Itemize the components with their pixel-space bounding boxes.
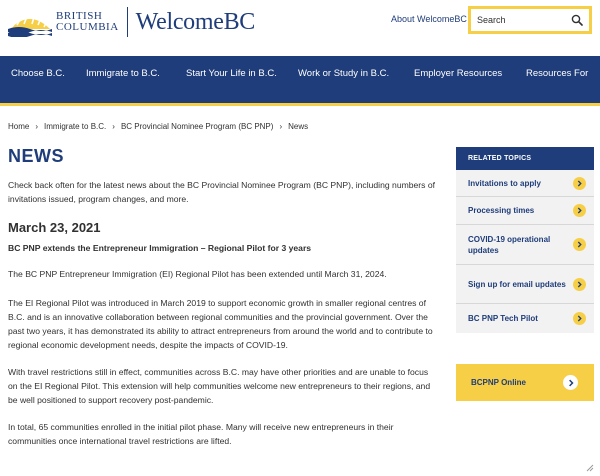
sidebar-item-email-updates[interactable]: [456, 265, 594, 304]
bcpnp-online-label: BCPNP Online: [471, 378, 526, 387]
chevron-right-icon: [573, 204, 586, 217]
search-box[interactable]: [468, 6, 592, 34]
sidebar-item-label: BC PNP Tech Pilot: [468, 314, 538, 323]
nav-start-your-life[interactable]: Start Your Life in B.C.: [186, 68, 277, 79]
logo-line-2: COLUMBIA: [56, 21, 119, 33]
chevron-right-icon: [573, 177, 586, 190]
british-columbia-wordmark: [56, 11, 119, 33]
breadcrumb: [8, 122, 308, 131]
chevron-right-icon: ›: [35, 122, 39, 131]
related-topics-sidebar: [456, 147, 594, 401]
sidebar-item-invitations[interactable]: [456, 170, 594, 197]
nav-work-or-study[interactable]: Work or Study in B.C.: [298, 68, 390, 79]
chevron-right-icon: [563, 375, 578, 390]
chevron-right-icon: [573, 312, 586, 325]
nav-choose-bc[interactable]: Choose B.C.: [11, 68, 65, 79]
news-subheading: BC PNP extends the Entrepreneur Immigration – Regional Pilot for 3 years: [8, 243, 312, 253]
search-icon[interactable]: [571, 14, 583, 26]
news-paragraph: In total, 65 communities enrolled in the initial pilot phase. Many will receive new entrepreneurs in their communities once international travel restrictions are lifted.: [8, 422, 394, 446]
bcpnp-online-button[interactable]: [456, 364, 594, 401]
welcomebc-wordmark: WelcomeBC: [135, 8, 256, 35]
site-logo[interactable]: [8, 4, 255, 40]
sidebar-item-label: Sign up for email updates: [468, 279, 566, 289]
news-date-heading: March 23, 2021: [8, 220, 101, 235]
main-navigation: [0, 56, 600, 106]
chevron-right-icon: ›: [112, 122, 115, 131]
sidebar-item-tech-pilot[interactable]: [456, 304, 594, 333]
search-input[interactable]: [471, 9, 571, 31]
breadcrumb-bc-pnp[interactable]: BC Provincial Nominee Program (BC PNP): [120, 122, 274, 131]
news-paragraph: The BC PNP Entrepreneur Immigration (EI) Regional Pilot has been extended until March 31, 2024.: [8, 269, 387, 279]
sidebar-item-label: COVID-19 operational updates: [468, 234, 551, 255]
breadcrumb-immigrate[interactable]: Immigrate to B.C.: [44, 122, 107, 131]
resize-grip-icon[interactable]: [584, 462, 594, 472]
bc-sunset-logo-icon: [8, 7, 52, 37]
related-topics-list: [456, 170, 594, 333]
related-topics-header: RELATED TOPICS: [456, 147, 594, 170]
about-welcomebc-link[interactable]: About WelcomeBC: [391, 14, 467, 24]
breadcrumb-news: News: [288, 122, 309, 131]
news-paragraph: With travel restrictions still in effect, communities across B.C. may have other priorities and are unable to focus on the EI Regional Pilot. This extension will help communities welcome new entrepreneurs to their regions, and be well positioned to support recovery post-pandemic.: [8, 367, 431, 405]
logo-divider: [127, 7, 128, 37]
nav-resources-for[interactable]: Resources For: [526, 68, 589, 79]
chevron-right-icon: [573, 238, 586, 251]
news-paragraph: The EI Regional Pilot was introduced in March 2019 to support economic growth in smaller regional centres of B.C. and is an innovative collaboration between regional communities and the provincial government. Over the past two years, it has demonstrated its ability to attract entrepreneurs from around the world and to contribute to regional economic development needs, despite the impacts of COVID-19.: [8, 298, 433, 350]
nav-employer-resources[interactable]: Employer Resources: [414, 68, 503, 79]
sidebar-item-label: Processing times: [468, 206, 535, 215]
site-header: [0, 0, 600, 56]
intro-text: Check back often for the latest news about the BC Provincial Nominee Program (BC PNP), including numbers of invitations issued, program changes, and more.: [8, 180, 436, 204]
chevron-right-icon: [573, 278, 586, 291]
sidebar-item-label: Invitations to apply: [468, 178, 541, 188]
logo-line-1: BRITISH: [56, 10, 103, 22]
nav-immigrate-to-bc[interactable]: Immigrate to B.C.: [86, 68, 160, 79]
sidebar-item-covid-updates[interactable]: [456, 225, 594, 265]
sidebar-item-processing-times[interactable]: [456, 197, 594, 225]
page-title: NEWS: [8, 146, 64, 166]
main-content: [8, 146, 440, 448]
chevron-right-icon: ›: [279, 122, 283, 131]
breadcrumb-home[interactable]: Home: [8, 122, 30, 131]
